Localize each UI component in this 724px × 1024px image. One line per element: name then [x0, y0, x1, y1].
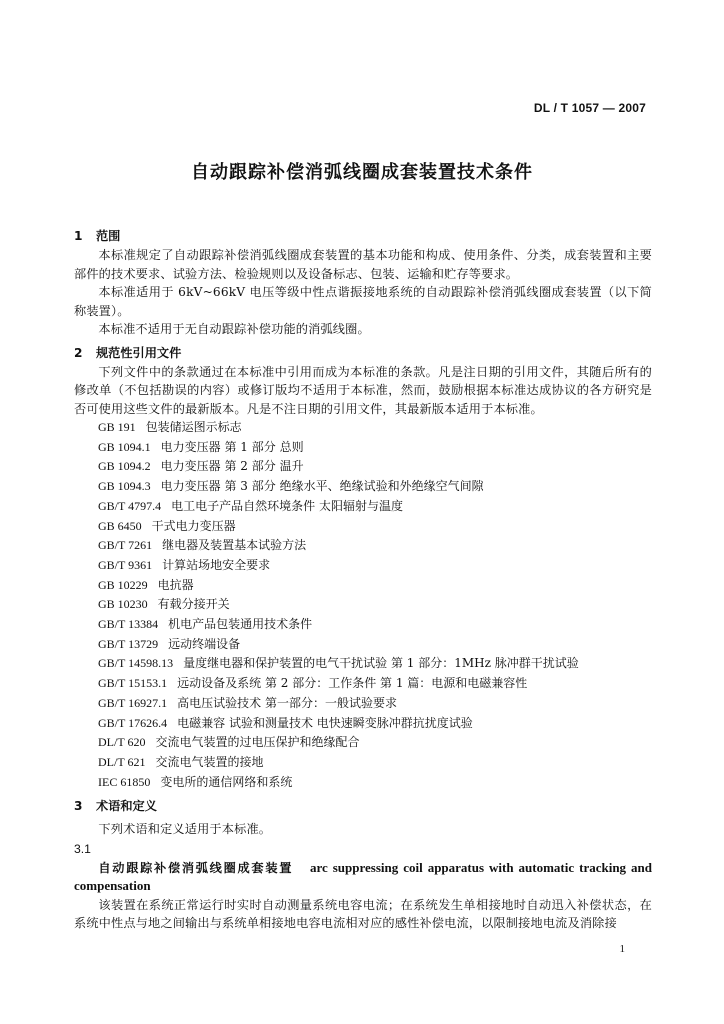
page-number: 1 — [619, 943, 625, 955]
reference-item — [98, 615, 652, 635]
reference-title: 交流电气装置的过电压保护和绝缘配合 — [155, 735, 360, 750]
reference-item — [98, 457, 652, 477]
reference-code: DL/T 621 — [98, 754, 146, 769]
paragraph: 下列文件中的条款通过在本标准中引用而成为本标准的条款。凡是注日期的引用文件，其随后所有的修改单（不包括勘误的内容）或修订版均不适用于本标准，然而，鼓励根据本标准达成协议的各方研究是否可使用这些文件的最新版本。凡是不注日期的引用文件，其最新版本适用于本标准。 — [74, 364, 652, 416]
reference-code: GB 1094.3 — [98, 479, 151, 494]
reference-item — [98, 733, 652, 753]
reference-item — [98, 674, 652, 694]
reference-code: GB 6450 — [98, 518, 142, 533]
reference-code: GB 191 — [98, 420, 136, 434]
reference-code: DL/T 620 — [98, 735, 146, 750]
reference-code: GB/T 17626.4 — [98, 715, 168, 730]
reference-item — [98, 753, 652, 773]
reference-code: GB/T 15153.1 — [98, 676, 168, 691]
reference-title: 机电产品包装通用技术条件 — [168, 617, 313, 632]
reference-item — [98, 556, 652, 576]
reference-item — [98, 438, 652, 458]
section-heading — [74, 226, 652, 246]
reference-title: 电力变压器 第 1 部分 总则 — [160, 439, 304, 454]
reference-code: GB/T 9361 — [98, 557, 153, 572]
reference-code: GB/T 14598.13 — [98, 656, 174, 671]
reference-item — [98, 418, 652, 438]
reference-title: 电力变压器 第 2 部分 温升 — [160, 459, 304, 474]
reference-title: 继电器及装置基本试验方法 — [162, 538, 307, 553]
reference-title: 电磁兼容 试验和测量技术 电快速瞬变脉冲群抗扰度试验 — [177, 715, 473, 730]
reference-item — [98, 654, 652, 674]
reference-item — [98, 694, 652, 714]
reference-code: GB 10230 — [98, 597, 148, 612]
term-definition: 该装置在系统正常运行时实时自动测量系统电容电流；在系统发生单相接地时自动迅入补偿状态，在系统中性点与地之间输出与系统单相接地电容电流相对应的感性补偿电流，以限制接地电流及消除接 — [74, 897, 652, 931]
reference-item — [98, 773, 652, 793]
term-english: arc suppressing coil apparatus with automatic tracking and compensation — [74, 859, 652, 894]
paragraph: 本标准适用于 6kV~66kV 电压等级中性点谐振接地系统的自动跟踪补偿消弧线圈成套装置（以下简称装置）。 — [74, 285, 652, 318]
reference-title: 包装储运图示标志 — [145, 420, 242, 434]
reference-code: GB 1094.2 — [98, 459, 151, 474]
section-number: 2 — [74, 345, 83, 360]
reference-title: 干式电力变压器 — [151, 518, 236, 533]
reference-item — [98, 576, 652, 596]
reference-item — [98, 714, 652, 734]
clause-number: 3.1 — [74, 841, 91, 856]
document-body — [74, 226, 652, 933]
reference-title: 高电压试验技术 第一部分：一般试验要求 — [177, 695, 397, 710]
reference-item — [98, 595, 652, 615]
section-heading — [74, 343, 652, 363]
reference-title: 电力变压器 第 3 部分 绝缘水平、绝缘试验和外绝缘空气间隙 — [160, 479, 484, 494]
reference-code: GB/T 7261 — [98, 538, 153, 553]
reference-title: 量度继电器和保护装置的电气干扰试验 第 1 部分：1MHz 脉冲群干扰试验 — [183, 656, 579, 671]
paragraph: 本标准不适用于无自动跟踪补偿功能的消弧线圈。 — [98, 322, 370, 336]
reference-title: 计算站场地安全要求 — [162, 557, 271, 572]
reference-code: GB/T 16927.1 — [98, 695, 168, 710]
reference-code: GB 1094.1 — [98, 439, 151, 454]
section-title: 术语和定义 — [96, 799, 157, 814]
term-entry — [74, 859, 652, 896]
reference-code: GB/T 4797.4 — [98, 498, 162, 513]
reference-list — [74, 418, 652, 792]
section-title: 范围 — [96, 229, 121, 243]
section-title: 规范性引用文件 — [96, 345, 182, 360]
reference-title: 远动终端设备 — [168, 636, 241, 651]
reference-item — [98, 635, 652, 655]
reference-title: 电抗器 — [157, 577, 194, 592]
reference-code: GB/T 13384 — [98, 617, 159, 632]
reference-item — [98, 497, 652, 517]
section-heading — [74, 796, 652, 816]
document-title: 自动跟踪补偿消弧线圈成套装置技术条件 — [191, 162, 533, 183]
reference-title: 电工电子产品自然环境条件 太阳辐射与温度 — [171, 498, 403, 513]
term-chinese: 自动跟踪补偿消弧线圈成套装置 — [98, 860, 294, 875]
reference-item — [98, 477, 652, 497]
section-number: 1 — [74, 229, 83, 243]
reference-title: 变电所的通信网络和系统 — [160, 774, 293, 789]
reference-item — [98, 536, 652, 556]
reference-title: 交流电气装置的接地 — [155, 754, 264, 769]
standard-code-header: DL / T 1057 — 2007 — [533, 101, 646, 115]
reference-code: IEC 61850 — [98, 774, 151, 789]
paragraph: 本标准规定了自动跟踪补偿消弧线圈成套装置的基本功能和构成、使用条件、分类，成套装置和主要部件的技术要求、试验方法、检验规则以及设备标志、包装、运输和贮存等要求。 — [74, 248, 652, 281]
reference-code: GB 10229 — [98, 577, 148, 592]
reference-item — [98, 517, 652, 537]
section-number: 3 — [74, 799, 83, 814]
reference-title: 有载分接开关 — [157, 597, 230, 612]
paragraph: 下列术语和定义适用于本标准。 — [98, 822, 272, 837]
reference-title: 远动设备及系统 第 2 部分：工作条件 第 1 篇：电源和电磁兼容性 — [177, 676, 528, 691]
reference-code: GB/T 13729 — [98, 636, 159, 651]
